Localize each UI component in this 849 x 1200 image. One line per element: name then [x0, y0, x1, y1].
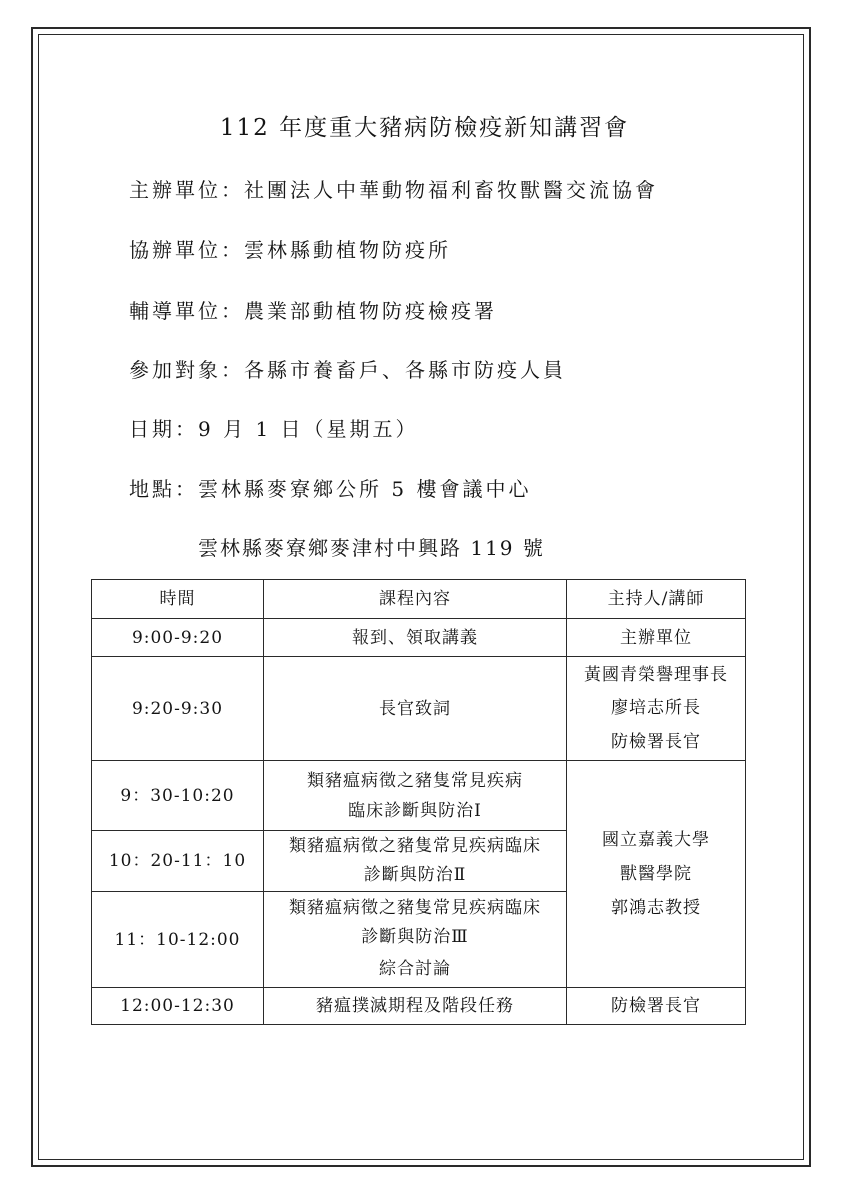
merged-host-cell [567, 761, 746, 988]
host-line: 郭鴻志教授 [611, 898, 701, 918]
table-row [92, 988, 746, 1025]
table-header-row [92, 580, 746, 619]
advisor-line: 輔導單位：農業部動植物防疫檢疫署 [129, 299, 497, 323]
content-cell: 豬瘟撲滅期程及階段任務 [264, 988, 567, 1025]
host-line: 廖培志所長 [611, 697, 701, 718]
host-cell: 防檢署長官 [567, 988, 746, 1025]
time-cell: 11：10-12:00 [92, 892, 264, 988]
co-organizer-line: 協辦單位：雲林縣動植物防疫所 [129, 238, 451, 262]
content-cell [264, 761, 567, 831]
header-host: 主持人/講師 [567, 580, 746, 619]
content-line: 診斷與防治Ⅱ [363, 865, 467, 885]
time-cell: 9:20-9:30 [92, 657, 264, 761]
document-title: 112 年度重大豬病防檢疫新知講習會 [219, 115, 630, 141]
content-line: 類豬瘟病徵之豬隻常見疾病臨床 [289, 897, 541, 918]
address-line: 雲林縣麥寮鄉麥津村中興路 119 號 [198, 536, 545, 560]
table-row [92, 657, 746, 761]
header-time: 時間 [92, 580, 264, 619]
content-cell [264, 831, 567, 892]
host-line: 黃國青榮譽理事長 [584, 664, 728, 685]
host-line: 防檢署長官 [611, 731, 701, 752]
organizer-line: 主辦單位：社團法人中華動物福利畜牧獸醫交流協會 [129, 178, 658, 202]
schedule-table [91, 579, 746, 1025]
content-line: 綜合討論 [379, 958, 451, 979]
content-cell: 報到、領取講義 [264, 619, 567, 657]
content-cell: 長官致詞 [264, 657, 567, 761]
time-cell: 10：20-11：10 [92, 831, 264, 892]
table-row [92, 619, 746, 657]
location-line: 地點：雲林縣麥寮鄉公所 5 樓會議中心 [129, 477, 532, 501]
date-line: 日期：9 月 1 日（星期五） [129, 417, 419, 441]
content-cell [264, 892, 567, 988]
audience-line: 參加對象：各縣市養畜戶、各縣市防疫人員 [129, 358, 566, 382]
host-cell [567, 657, 746, 761]
table-row [92, 761, 746, 831]
time-cell: 12:00-12:30 [92, 988, 264, 1025]
content-line: 診斷與防治Ⅲ [361, 926, 469, 947]
header-content: 課程內容 [264, 580, 567, 619]
content-line: 臨床診斷與防治Ⅰ [348, 800, 482, 821]
content-line: 類豬瘟病徵之豬隻常見疾病臨床 [289, 836, 541, 856]
content-line: 類豬瘟病徵之豬隻常見疾病 [307, 770, 523, 791]
host-line: 獸醫學院 [620, 864, 692, 884]
host-line: 國立嘉義大學 [602, 830, 710, 850]
time-cell: 9:00-9:20 [92, 619, 264, 657]
time-cell: 9：30-10:20 [92, 761, 264, 831]
host-cell: 主辦單位 [567, 619, 746, 657]
